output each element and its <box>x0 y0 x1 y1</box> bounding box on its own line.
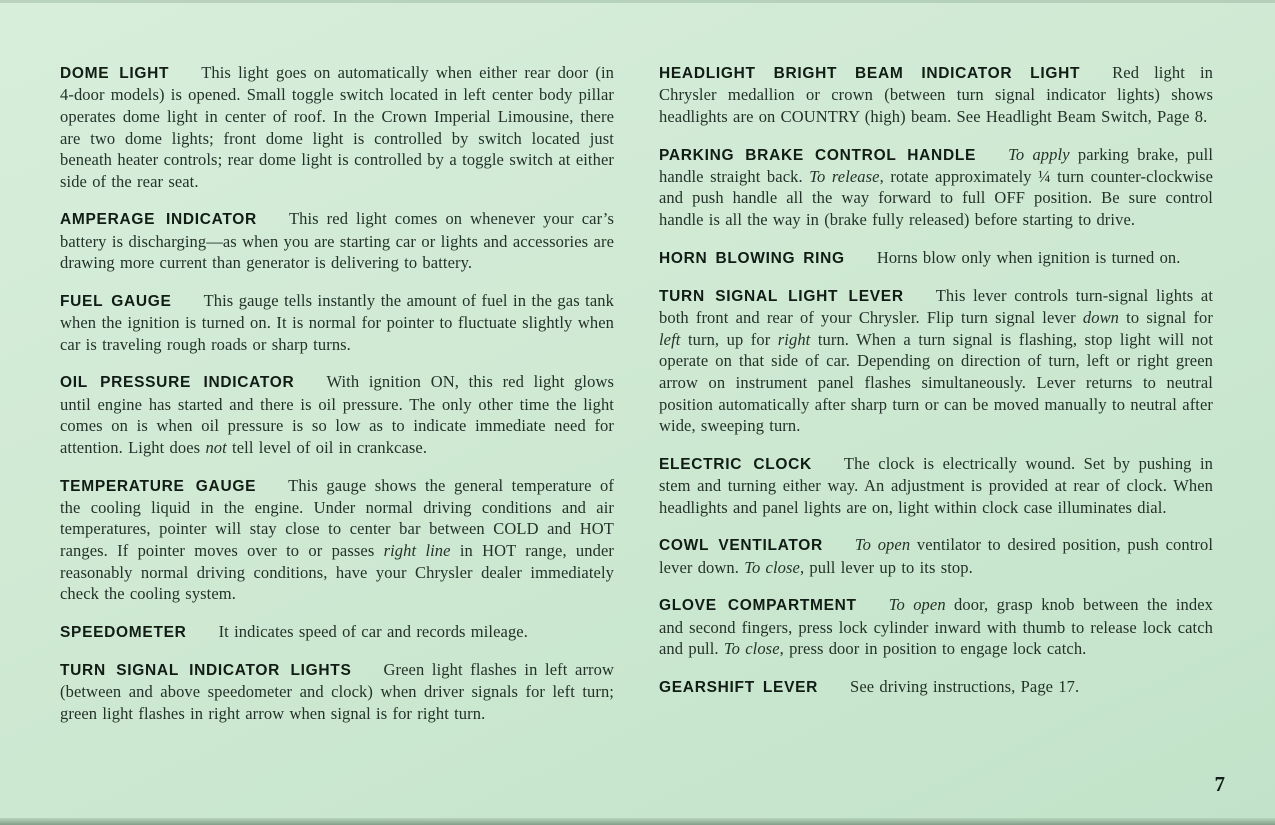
section-body: To open door, grasp knob between the index and second fingers, press lock cylinder inward with thumb to release lock catch and pull. To close, press door in position to engage lock catch. <box>659 595 1214 659</box>
section-heading: COWL VENTILATOR <box>659 537 823 555</box>
manual-section <box>659 534 1213 578</box>
section-body: Green light flashes in left arrow (between and above speedometer and clock) when driver signals for left turn; green light flashes in right arrow when signal is for right turn. <box>60 660 614 724</box>
page-top-edge <box>0 0 1275 3</box>
manual-section <box>659 62 1213 128</box>
section-heading: HEADLIGHT BRIGHT BEAM INDICATOR LIGHT <box>659 65 1081 82</box>
manual-section <box>60 290 614 356</box>
section-heading: GLOVE COMPARTMENT <box>659 597 857 615</box>
section-body: This gauge tells instantly the amount of fuel in the gas tank when the ignition is turned on. It is normal for pointer to fluctuate slightly when car is traveling rough roads or sharp turns. <box>60 290 614 354</box>
manual-section <box>659 247 1213 269</box>
section-body: With ignition ON, this red light glows until engine has started and there is oil pressure. The only other time the light comes on is when oil pressure is so low as to indicate immediate need for attention. Light does not tell level of oil in crankcase. <box>60 372 614 457</box>
manual-section <box>60 208 614 274</box>
section-heading: TURN SIGNAL LIGHT LEVER <box>659 287 904 305</box>
manual-section <box>659 144 1213 231</box>
section-body: This gauge shows the general temperature of the cooling liquid in the engine. Under normal driving conditions and air temperatures, pointer will stay close to center bar between COLD and HOT ranges. If pointer moves over to or passes right line in HOT range, under reasonably normal driving conditions, have your Chrysler dealer immediately check the cooling system. <box>60 475 614 604</box>
section-heading: HORN BLOWING RING <box>659 249 845 267</box>
section-body: See driving instructions, Page 17. <box>850 676 1080 696</box>
manual-section <box>659 453 1213 519</box>
manual-section <box>60 659 614 725</box>
left-column <box>60 62 614 741</box>
right-column <box>659 62 1213 741</box>
section-heading: TURN SIGNAL INDICATOR LIGHTS <box>60 662 352 680</box>
section-body: The clock is electrically wound. Set by pushing in stem and turning either way. An adjustment is provided at rear of clock. When headlights and panel lights are on, light within clock case illuminates dial. <box>659 453 1213 517</box>
manual-section <box>60 475 614 605</box>
section-body: Horns blow only when ignition is turned on. <box>876 247 1181 267</box>
manual-section <box>60 621 614 643</box>
section-heading: PARKING BRAKE CONTROL HANDLE <box>659 146 977 164</box>
page-bottom-edge <box>0 818 1275 825</box>
section-body: To apply parking brake, pull handle straight back. To release, rotate approximately ¼ turn counter-clockwise and push handle all the way forward to full OFF position. Be sure control handle is all the way in (brake fully released) before starting to drive. <box>659 144 1214 230</box>
section-body: It indicates speed of car and records mileage. <box>218 621 528 641</box>
section-heading: OIL PRESSURE INDICATOR <box>60 374 295 392</box>
section-heading: DOME LIGHT <box>60 65 170 82</box>
manual-section <box>60 371 614 458</box>
manual-section <box>659 594 1213 660</box>
manual-section <box>60 62 614 192</box>
manual-section <box>659 285 1213 437</box>
section-heading: GEARSHIFT LEVER <box>659 678 819 696</box>
section-heading: FUEL GAUGE <box>60 292 172 310</box>
section-body: To open ventilator to desired position, push control lever down. To close, pull lever up to its stop. <box>659 535 1214 577</box>
section-body: This light goes on automatically when either rear door (in 4-door models) is opened. Small toggle switch located in left center body pillar operates dome light in center of roof. In the Crown Imperial Limousine, there are two dome lights; front dome light is controlled by switch located just beneath heater controls; rear dome light is controlled by a toggle switch at either side of the rear seat. <box>60 63 614 191</box>
section-heading: TEMPERATURE GAUGE <box>60 477 257 495</box>
section-body: This lever controls turn-signal lights at both front and rear of your Chrysler. Flip turn signal lever down to signal for left turn, up for right turn. When a turn signal is flashing, stop light will not operate on that side of car. Depending on direction of turn, left or right green arrow on instrument panel flashes simultaneously. Lever returns to neutral position automatically after sharp turn or can be moved manually to neutral after wide, sweeping turn. <box>659 285 1214 436</box>
section-heading: ELECTRIC CLOCK <box>659 455 812 473</box>
page-number: 7 <box>1214 772 1225 796</box>
section-heading: SPEEDOMETER <box>60 623 187 641</box>
section-body: This red light comes on whenever your car’s battery is discharging—as when you are starting car or lights and accessories are drawing more current than generator is delivering to battery. <box>60 209 614 273</box>
section-heading: AMPERAGE INDICATOR <box>60 211 257 229</box>
section-body: Red light in Chrysler medallion or crown (between turn signal indicator lights) shows headlights are on COUNTRY (high) beam. See Headlight Beam Switch, Page 8. <box>659 63 1213 126</box>
manual-section <box>659 676 1213 698</box>
